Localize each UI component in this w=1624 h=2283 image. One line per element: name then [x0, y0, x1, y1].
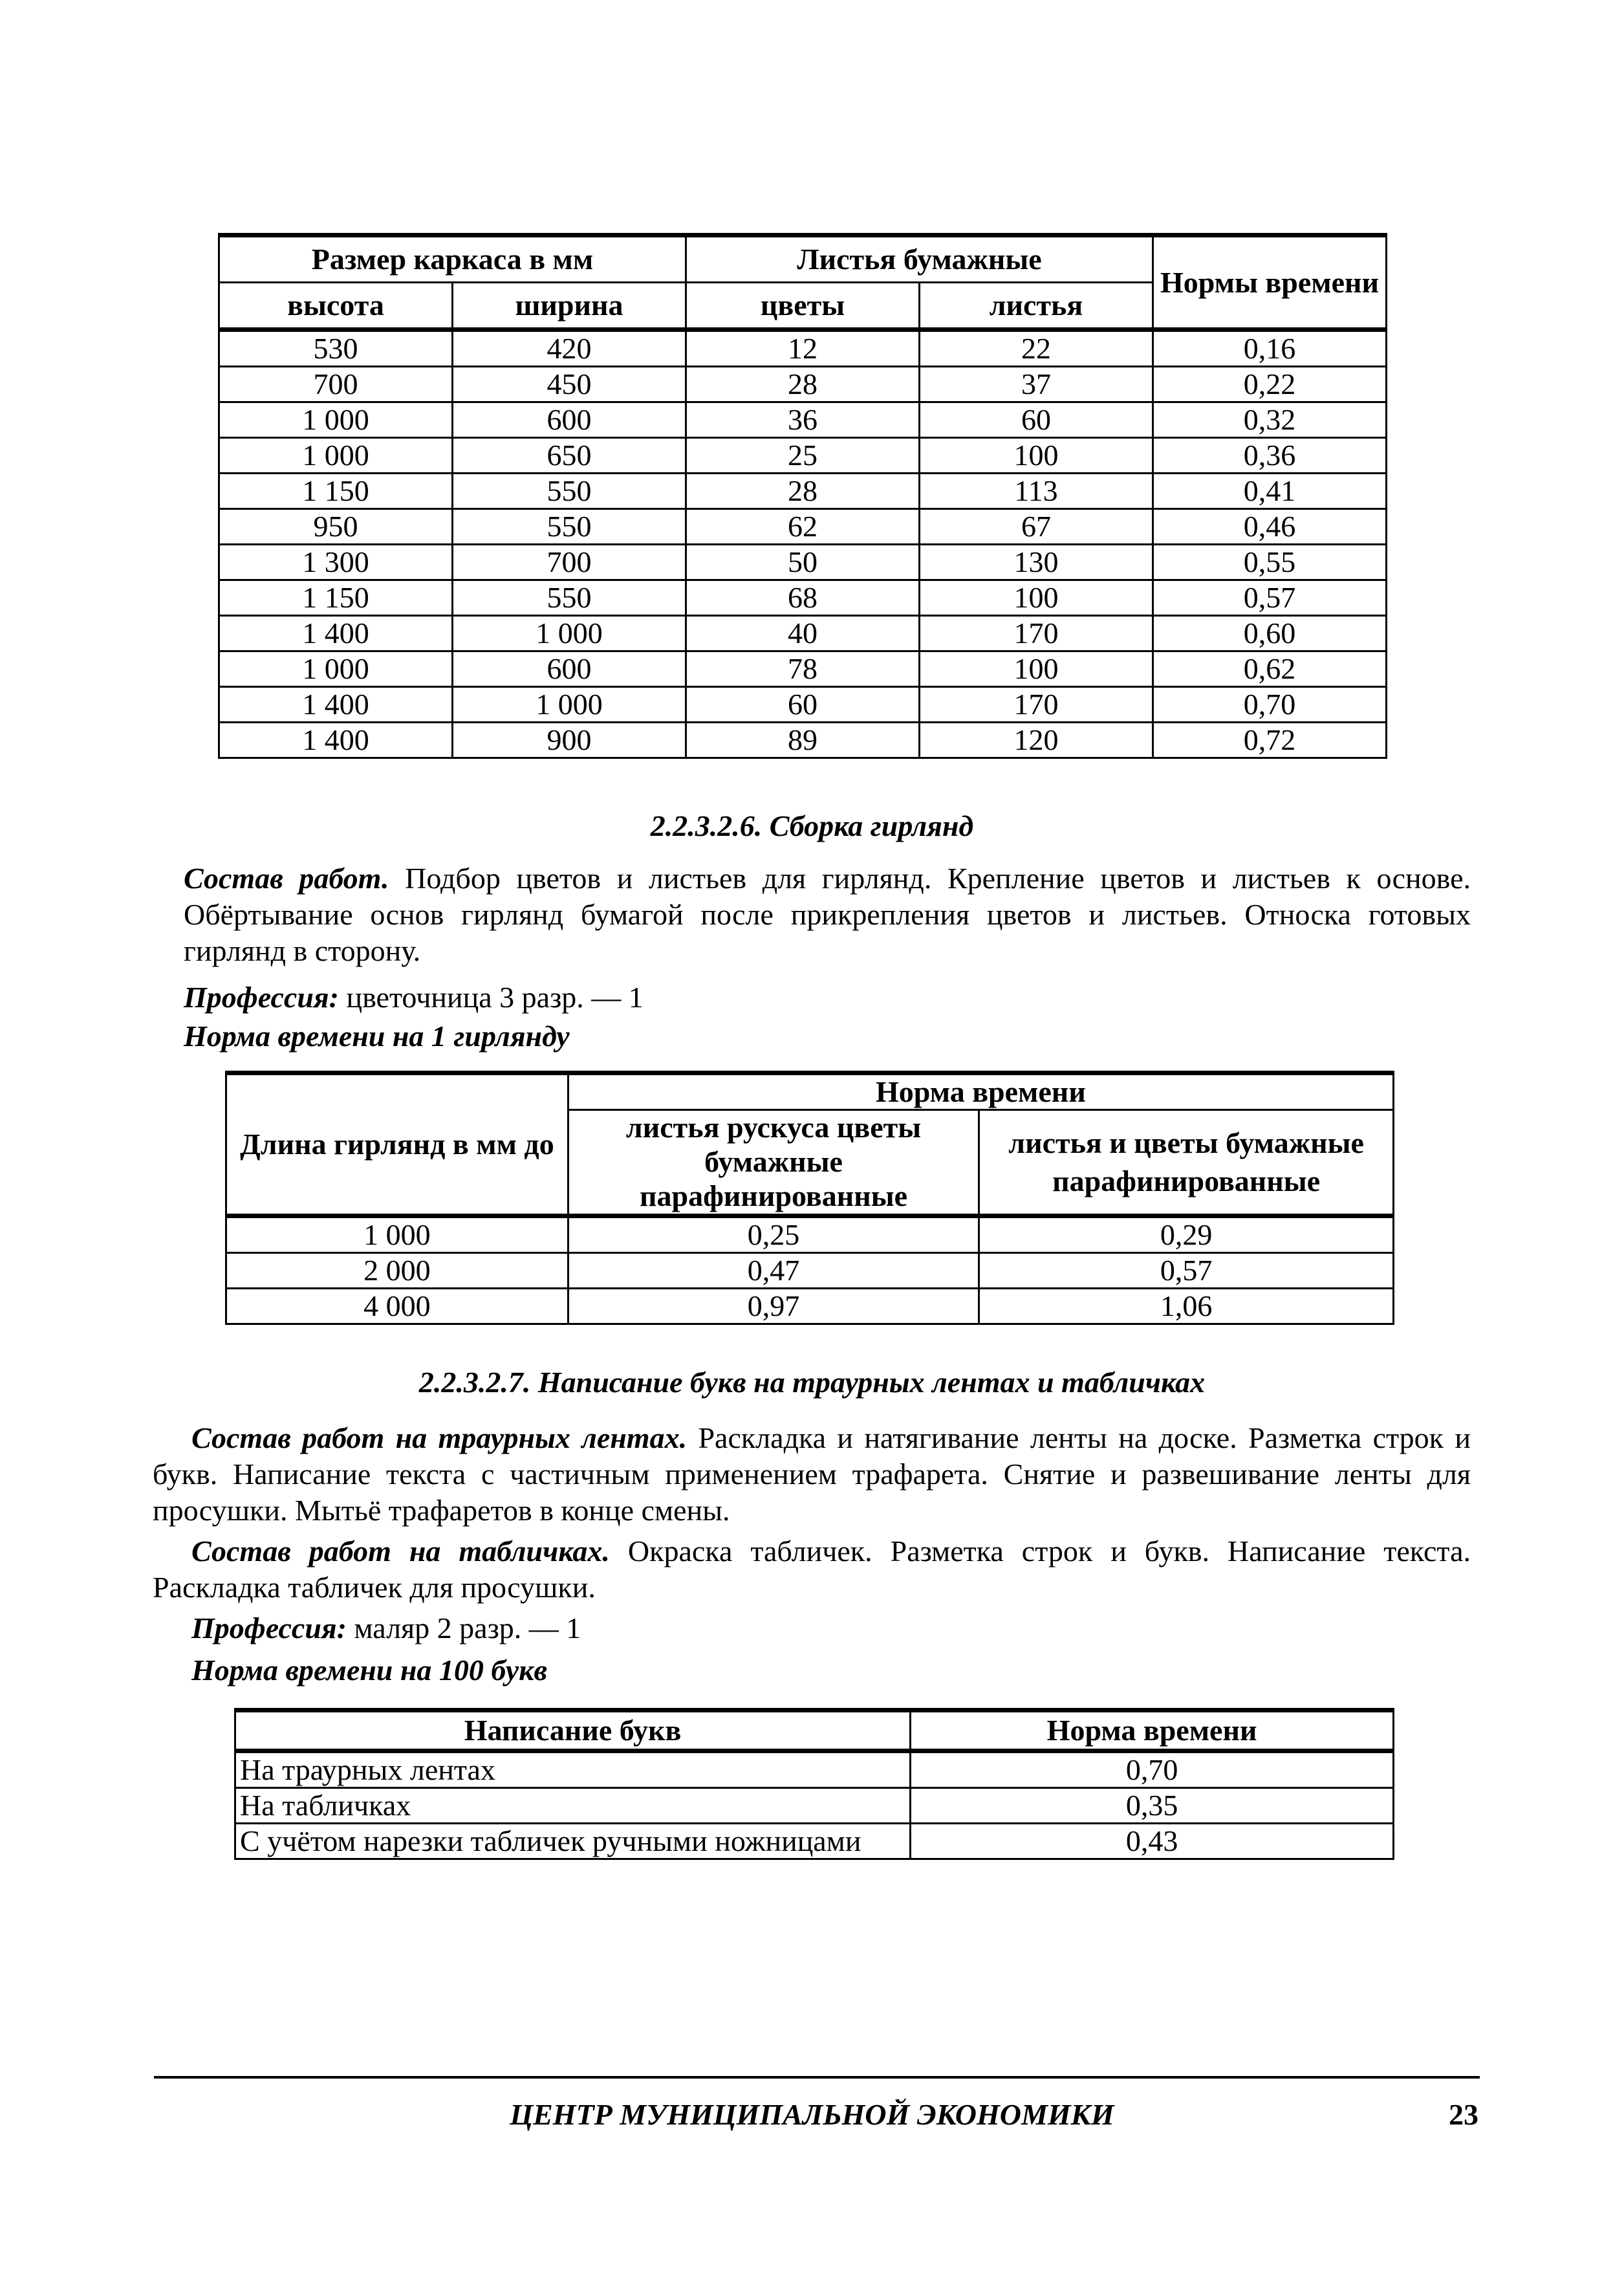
frame-size-table-body	[219, 330, 1387, 758]
table-cell: 100	[920, 580, 1153, 616]
table-row	[219, 651, 1387, 687]
table-cell: 550	[453, 580, 686, 616]
section-heading-letters: 2.2.3.2.7. Написание букв на траурных лентах и табличках	[418, 1366, 1206, 1399]
table-cell: 25	[686, 438, 920, 474]
table-cell: 1 400	[219, 616, 453, 651]
table-row	[226, 1252, 1394, 1288]
table-cell: 4 000	[226, 1288, 568, 1324]
profession-text: цветочница 3 разр. — 1	[338, 981, 644, 1014]
table-cell: 0,22	[1153, 367, 1387, 402]
table-cell: 62	[686, 509, 920, 545]
table-cell: 1 150	[219, 580, 453, 616]
table-cell: 530	[219, 330, 453, 367]
garlands-norm-caption: Норма времени на 1 гирлянду	[184, 1020, 570, 1053]
table-cell: 0,25	[568, 1216, 979, 1252]
table-cell: 0,60	[1153, 616, 1387, 651]
garland-norm-table-body	[226, 1216, 1394, 1324]
table-cell: 0,36	[1153, 438, 1387, 474]
table-cell: 550	[453, 509, 686, 545]
table-cell: 0,55	[1153, 545, 1387, 580]
table-cell: 950	[219, 509, 453, 545]
footer-divider	[154, 2076, 1480, 2079]
table-cell: 0,29	[979, 1216, 1394, 1252]
table-cell: 0,41	[1153, 474, 1387, 509]
table-cell: 1 000	[219, 438, 453, 474]
table-cell: 89	[686, 723, 920, 758]
table-cell: 0,70	[1153, 687, 1387, 723]
table-cell: С учётом нарезки табличек ручными ножницами	[235, 1824, 911, 1859]
table-cell: 28	[686, 474, 920, 509]
table-cell: 0,72	[1153, 723, 1387, 758]
table-cell: 450	[453, 367, 686, 402]
table-row	[219, 509, 1387, 545]
table-row	[235, 1751, 1394, 1788]
header-time-norm: Норма времени	[568, 1073, 1393, 1110]
table-cell: 0,57	[1153, 580, 1387, 616]
plates-composition-paragraph	[153, 1533, 1471, 1606]
plates-lead: Состав работ на табличках.	[191, 1535, 610, 1568]
ribbons-text: Раскладка и натягивание ленты на доске. Разметка строк и букв. Написание текста с частичным применением трафарета. Снятие и развешивание ленты для просушки. Мытьё трафаретов в конце смены.	[153, 1421, 1471, 1527]
table-cell: 68	[686, 580, 920, 616]
profession-text: маляр 2 разр. — 1	[346, 1611, 581, 1644]
header-garland-length: Длина гирлянд в мм до	[226, 1073, 568, 1216]
table-cell: 1 000	[453, 616, 686, 651]
table-cell: 120	[920, 723, 1153, 758]
table-cell: 1 150	[219, 474, 453, 509]
header-flowers: цветы	[686, 283, 920, 330]
profession-lead: Профессия:	[184, 981, 339, 1014]
table-cell: 28	[686, 367, 920, 402]
composition-text: Подбор цветов и листьев для гирлянд. Крепление цветов и листьев к основе. Обёртывание основ гирлянд бумагой после прикрепления цветов и листьев. Относка готовых гирлянд в сторону.	[184, 862, 1471, 967]
table-cell: 170	[920, 687, 1153, 723]
letters-norm-table	[234, 1708, 1394, 1860]
table-cell: 700	[219, 367, 453, 402]
header-letters: Написание букв	[235, 1710, 911, 1751]
profession-lead: Профессия:	[191, 1611, 347, 1644]
table-cell: 37	[920, 367, 1153, 402]
table-cell: 113	[920, 474, 1153, 509]
table-cell: 78	[686, 651, 920, 687]
page-number: 23	[1449, 2098, 1478, 2131]
table-cell: 0,16	[1153, 330, 1387, 367]
letters-profession	[191, 1611, 581, 1645]
table-cell: На траурных лентах	[235, 1751, 911, 1788]
table-cell: 12	[686, 330, 920, 367]
table-cell: 100	[920, 651, 1153, 687]
table-cell: 40	[686, 616, 920, 651]
table-cell: 0,57	[979, 1252, 1394, 1288]
table-cell: 600	[453, 651, 686, 687]
header-time-norms: Нормы времени	[1153, 235, 1387, 330]
table-row	[226, 1216, 1394, 1252]
table-cell: 36	[686, 402, 920, 438]
table-row	[219, 545, 1387, 580]
table-row	[219, 438, 1387, 474]
table-cell: 22	[920, 330, 1153, 367]
table-row	[219, 616, 1387, 651]
table-cell: 130	[920, 545, 1153, 580]
garlands-profession	[184, 980, 644, 1014]
table-cell: 550	[453, 474, 686, 509]
table-cell: На табличках	[235, 1788, 911, 1824]
table-row	[219, 402, 1387, 438]
table-cell: 1 000	[226, 1216, 568, 1252]
table-cell: 60	[920, 402, 1153, 438]
table-cell: 0,62	[1153, 651, 1387, 687]
table-cell: 600	[453, 402, 686, 438]
table-row	[226, 1288, 1394, 1324]
section-heading-garlands: 2.2.3.2.6. Сборка гирлянд	[650, 809, 974, 842]
table-cell: 67	[920, 509, 1153, 545]
table-cell: 0,32	[1153, 402, 1387, 438]
table-row	[219, 580, 1387, 616]
header-paper-leaves-flowers: листья и цветы бумажные парафинированные	[979, 1110, 1394, 1216]
table-cell: 1 400	[219, 723, 453, 758]
header-height: высота	[219, 283, 453, 330]
table-cell: 1,06	[979, 1288, 1394, 1324]
composition-lead: Состав работ.	[184, 862, 389, 895]
table-row	[219, 367, 1387, 402]
table-cell: 0,47	[568, 1252, 979, 1288]
table-row	[219, 474, 1387, 509]
letters-norm-caption: Норма времени на 100 букв	[191, 1654, 548, 1687]
table-cell: 0,43	[911, 1824, 1394, 1859]
table-cell: 420	[453, 330, 686, 367]
footer-title: ЦЕНТР МУНИЦИПАЛЬНОЙ ЭКОНОМИКИ	[510, 2098, 1114, 2131]
table-row	[219, 687, 1387, 723]
table-row	[219, 723, 1387, 758]
table-cell: 60	[686, 687, 920, 723]
plates-text: Окраска табличек. Разметка строк и букв. Написание текста. Раскладка табличек для просушки.	[153, 1535, 1471, 1604]
table-cell: 0,70	[911, 1751, 1394, 1788]
header-paper-leaves: Листья бумажные	[686, 235, 1153, 283]
garlands-composition-paragraph	[184, 860, 1471, 969]
frame-size-table	[218, 233, 1387, 759]
table-cell: 0,35	[911, 1788, 1394, 1824]
table-row	[235, 1824, 1394, 1859]
table-cell: 170	[920, 616, 1153, 651]
table-cell: 1 400	[219, 687, 453, 723]
ribbons-lead: Состав работ на траурных лентах.	[191, 1421, 687, 1454]
table-cell: 700	[453, 545, 686, 580]
header-frame-size: Размер каркаса в мм	[219, 235, 686, 283]
letters-norm-table-body	[235, 1751, 1394, 1859]
table-cell: 50	[686, 545, 920, 580]
header-ruscus-leaves: листья рускуса цветы бумажные парафинированные	[568, 1110, 979, 1216]
table-cell: 0,97	[568, 1288, 979, 1324]
table-cell: 1 000	[219, 651, 453, 687]
table-cell: 1 300	[219, 545, 453, 580]
table-cell: 2 000	[226, 1252, 568, 1288]
table-cell: 900	[453, 723, 686, 758]
header-leaves: листья	[920, 283, 1153, 330]
table-cell: 0,46	[1153, 509, 1387, 545]
table-cell: 650	[453, 438, 686, 474]
header-time-norm: Норма времени	[911, 1710, 1394, 1751]
table-cell: 100	[920, 438, 1153, 474]
garland-norm-table	[225, 1071, 1394, 1325]
table-row	[235, 1788, 1394, 1824]
ribbons-composition-paragraph	[153, 1420, 1471, 1529]
table-row	[219, 330, 1387, 367]
table-cell: 1 000	[453, 687, 686, 723]
header-width: ширина	[453, 283, 686, 330]
table-cell: 1 000	[219, 402, 453, 438]
